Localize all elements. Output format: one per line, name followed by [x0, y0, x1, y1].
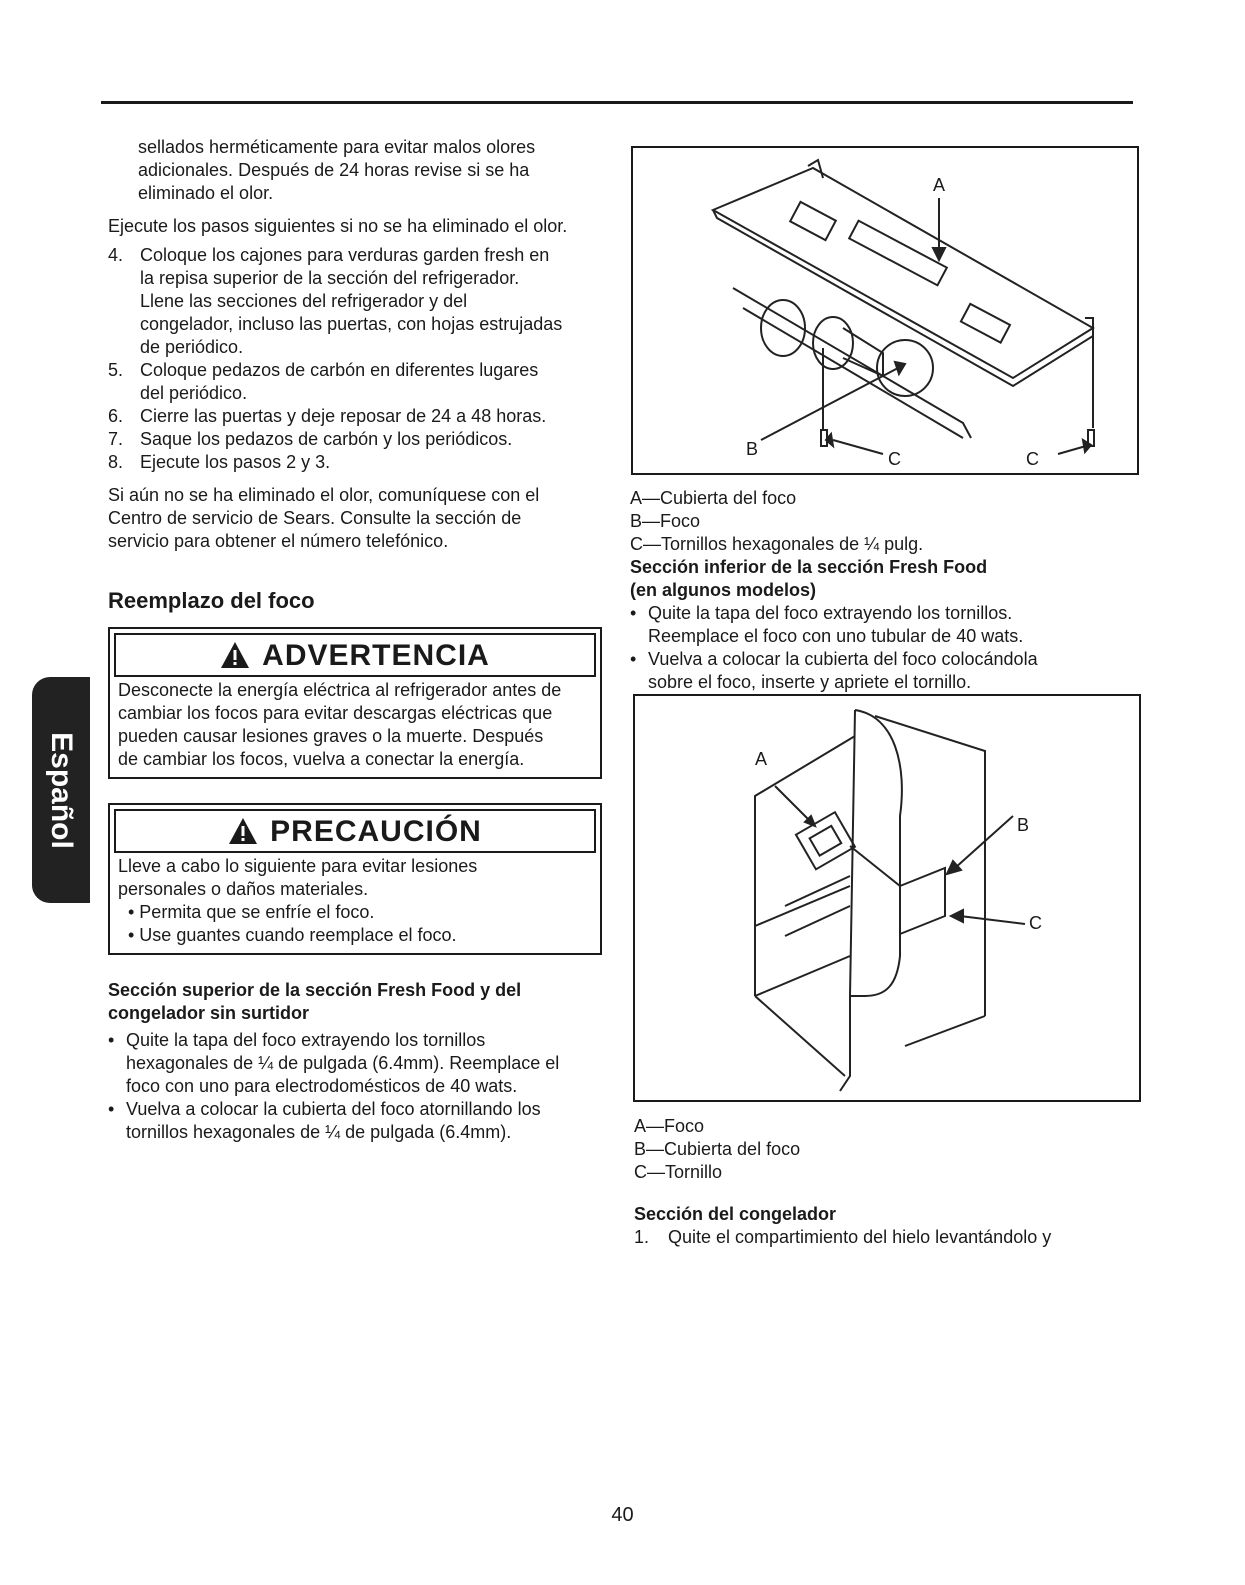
bullet-item: • Vuelva a colocar la cubierta del foco colocándola sobre el foco, inserte y apriete el tornillo.: [630, 649, 1038, 692]
upper-section-heading: Sección superior de la sección Fresh Food y del congelador sin surtidor: [108, 980, 522, 1023]
intro-line: sellados herméticamente para evitar malos olores: [138, 137, 536, 157]
caution-bullet: • Permita que se enfríe el foco.: [128, 902, 375, 922]
step-text: Cierre las puertas y deje reposar de 24 a 48 horas.: [140, 406, 547, 426]
bullet-item: • Quite la tapa del foco extrayendo los tornillos hexagonales de ¼ de pulgada (6.4mm). Reemplace el foco con uno para electrodomésticos de 40 wats.: [108, 1030, 560, 1096]
step-item: [108, 451, 608, 474]
fig1-label-b: B: [746, 439, 759, 459]
lower-section-bullets: [630, 602, 1140, 694]
fig2-label-c: C: [1029, 913, 1042, 933]
fig2-caption: C—Tornillo: [634, 1162, 723, 1182]
warning-title: ADVERTENCIA: [262, 638, 490, 672]
step-number: 5.: [108, 360, 124, 380]
lower-section-heading: Sección inferior de la sección Fresh Food (en algunos modelos): [630, 557, 988, 600]
step-number: 6.: [108, 406, 124, 426]
fig1-label-c: C: [888, 449, 901, 469]
step-text: Coloque pedazos de carbón en diferentes lugares del periódico.: [140, 360, 539, 403]
intro-line: eliminado el olor.: [138, 183, 274, 203]
fig2-captions: [634, 1115, 1034, 1184]
fig1-label-c: C: [1026, 449, 1039, 469]
warning-triangle-icon: [220, 641, 250, 669]
warning-body: Desconecte la energía eléctrica al refrigerador antes de cambiar los focos para evitar descargas eléctricas que pueden causar lesiones graves o la muerte. Después de cambiar los focos, vuelva a conectar la energía.: [118, 680, 562, 769]
caution-header: [114, 809, 596, 853]
freezer-heading: Sección del congelador: [634, 1204, 837, 1224]
step-item: [108, 359, 608, 405]
fig1-caption: C—Tornillos hexagonales de ¼ pulg.: [630, 534, 924, 554]
caution-title: PRECAUCIÓN: [270, 814, 482, 848]
language-label: Español: [44, 731, 78, 849]
top-rule: [101, 101, 1133, 104]
intro-line: adicionales. Después de 24 horas revise si se ha: [138, 160, 530, 180]
step-number: 7.: [108, 429, 124, 449]
caution-body: Lleve a cabo lo siguiente para evitar lesiones personales o daños materiales. • Permita que se enfríe el foco. • Use guantes cuando reemplace el foco.: [110, 853, 600, 953]
right-column: [630, 487, 1140, 694]
caution-bullet: • Use guantes cuando reemplace el foco.: [128, 925, 457, 945]
freezer-step: [634, 1226, 1134, 1249]
fig1-caption: B—Foco: [630, 511, 701, 531]
execute-text: Ejecute los pasos siguientes si no se ha eliminado el olor.: [108, 216, 568, 236]
step-item: [108, 405, 608, 428]
steps-list: [108, 244, 608, 474]
page-number: 40: [611, 1504, 634, 1526]
fig2-caption: A—Foco: [634, 1116, 705, 1136]
fig2-caption: B—Cubierta del foco: [634, 1139, 801, 1159]
fig1-caption: A—Cubierta del foco: [630, 488, 797, 508]
bullet-item: • Quite la tapa del foco extrayendo los tornillos. Reemplace el foco con uno tubular de 40 wats.: [630, 603, 1024, 646]
contact-paragraph: Si aún no se ha eliminado el olor, comuníquese con el Centro de servicio de Sears. Consulte la sección de servicio para obtener el número telefónico.: [108, 485, 540, 551]
step-text: Coloque los cajones para verduras garden fresh en la repisa superior de la sección del refrigerador. Llene las secciones del refrigerador y del congelador, incluso las puertas, con hojas estrujadas de periódico.: [140, 245, 563, 357]
fig2-label-b: B: [1017, 815, 1030, 835]
left-column: [108, 136, 608, 1144]
caution-triangle-icon: [228, 817, 258, 845]
upper-section-bullets: [108, 1029, 608, 1144]
light-cover-figure: [631, 146, 1139, 475]
caution-box: [108, 803, 602, 955]
tubular-light-illustration: [635, 696, 1139, 1100]
fig2-label-a: A: [755, 749, 768, 769]
step-number: 8.: [108, 452, 124, 472]
bullet-item: • Vuelva a colocar la cubierta del foco atornillando los tornillos hexagonales de ¼ de pulgada (6.4mm).: [108, 1099, 541, 1142]
step-number: 4.: [108, 245, 124, 265]
intro-paragraph: [108, 136, 608, 205]
language-side-tab: [32, 677, 90, 903]
step-item: [108, 244, 608, 359]
fig1-label-a: A: [933, 175, 946, 195]
step-text: Ejecute los pasos 2 y 3.: [140, 452, 331, 472]
step-text: Quite el compartimiento del hielo levantándolo y: [668, 1227, 1052, 1247]
warning-header: [114, 633, 596, 677]
light-cover-illustration: [633, 148, 1137, 473]
step-item: [108, 428, 608, 451]
step-text: Saque los pedazos de carbón y los periódicos.: [140, 429, 513, 449]
step-number: 1.: [634, 1227, 650, 1247]
fig1-captions: [630, 487, 1140, 556]
section-heading: Reemplazo del foco: [108, 588, 315, 613]
warning-box: [108, 627, 602, 779]
freezer-section: [634, 1203, 1134, 1249]
tubular-light-figure: [633, 694, 1141, 1102]
